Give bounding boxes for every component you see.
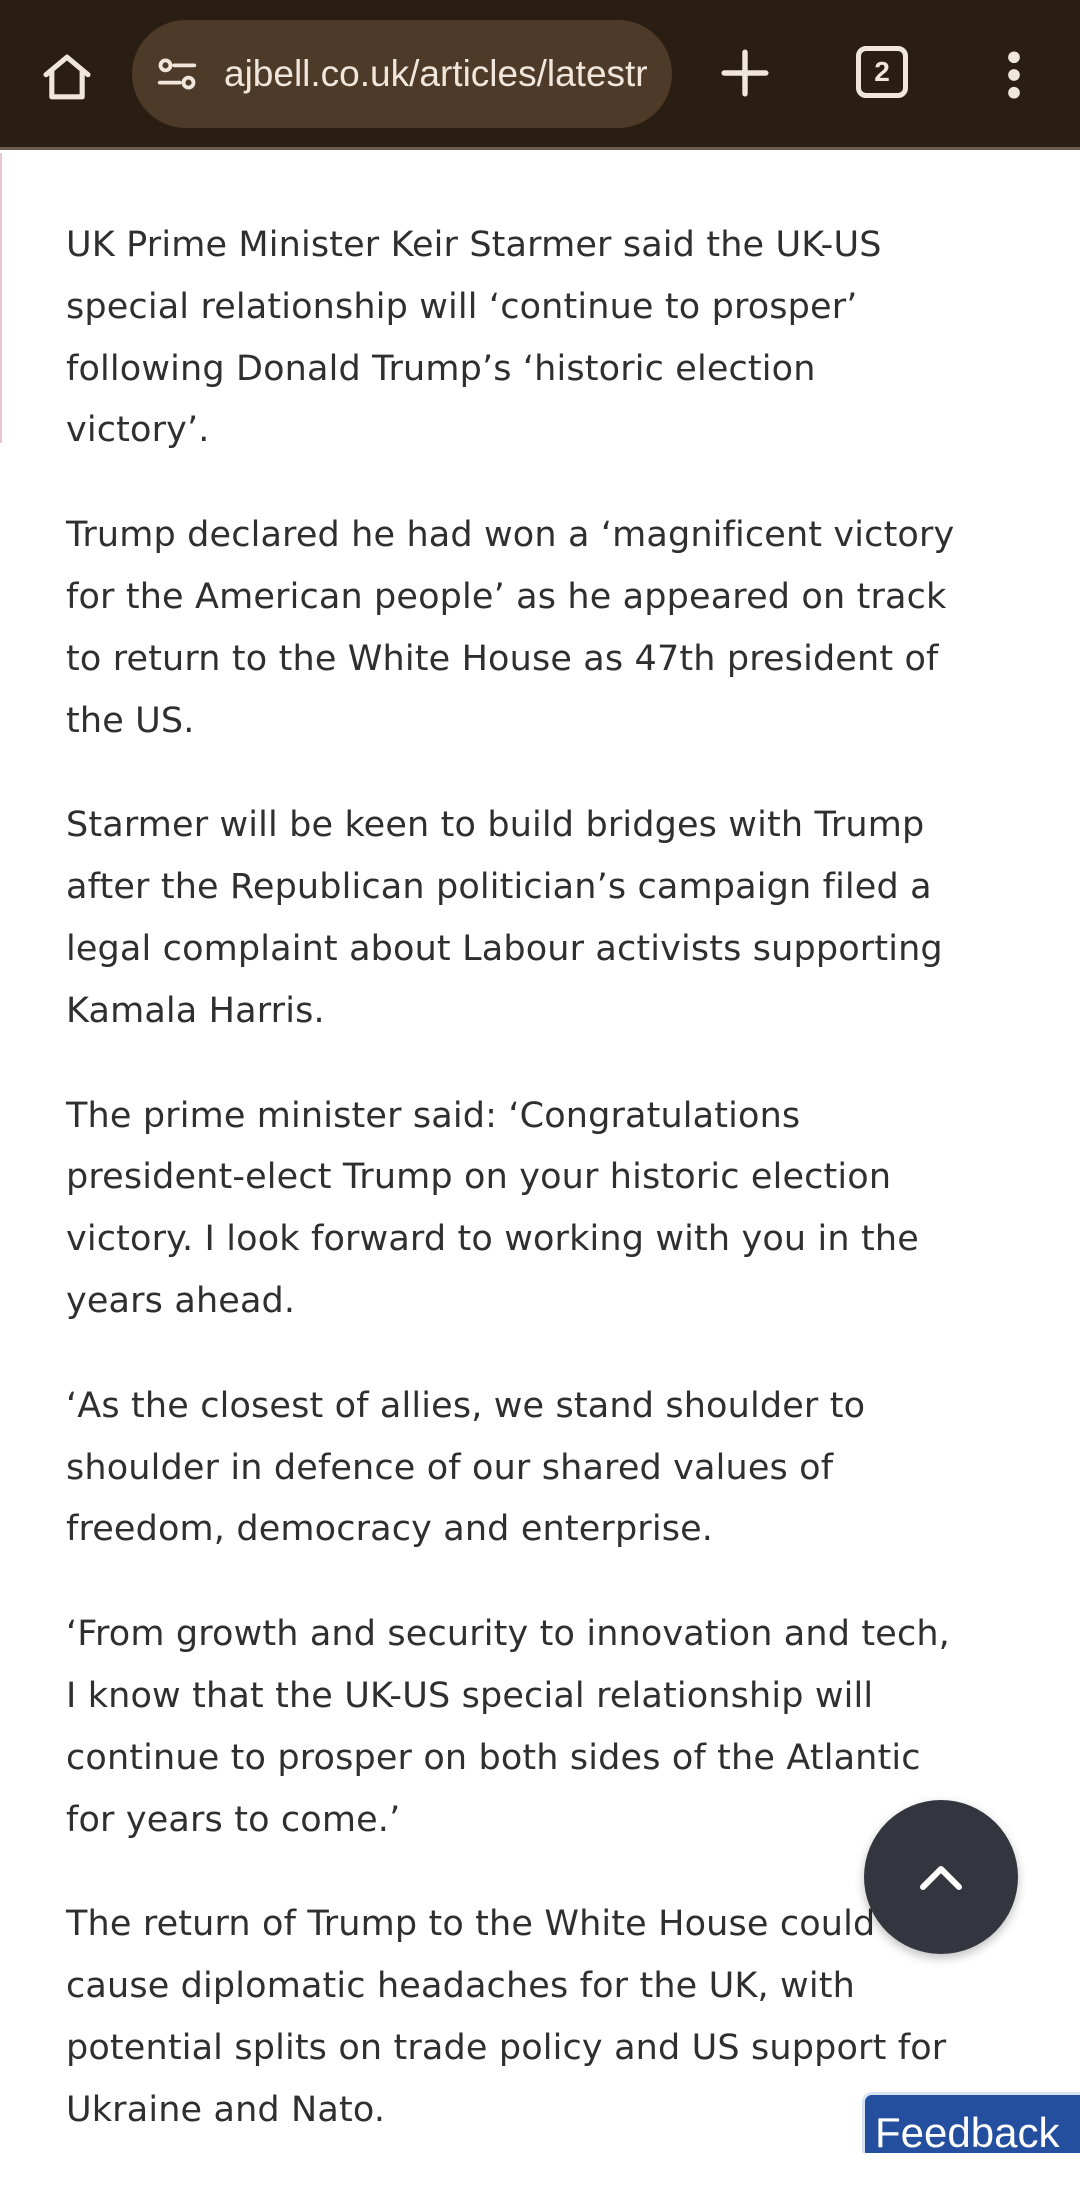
browser-menu-button[interactable]	[988, 40, 1040, 110]
tab-switcher-button[interactable]	[856, 46, 908, 98]
article-paragraph: Trump declared he had won a ‘magnificent victory for the American people’ as he appeared on track to return to the White House as 47th president of the US.	[66, 515, 955, 741]
article-paragraph: Starmer will be keen to build bridges with Trump after the Republican politician’s campaign filed a legal complaint about Labour activists supporting Kamala Harris.	[66, 805, 943, 1031]
home-icon	[39, 49, 95, 105]
tune-icon[interactable]	[154, 51, 200, 97]
page-left-edge	[0, 153, 2, 443]
article-paragraph: ‘As the closest of allies, we stand shoulder to shoulder in defence of our shared values of freedom, democracy and enterprise.	[66, 1385, 866, 1550]
feedback-button[interactable]: Feedback	[862, 2092, 1080, 2153]
tab-count: 2	[874, 56, 890, 87]
home-button[interactable]	[28, 38, 106, 116]
scroll-to-top-button[interactable]	[864, 1800, 1018, 1954]
plus-icon	[720, 48, 770, 98]
article-paragraph: The prime minister said: ‘Congratulations president-elect Trump on your historic election victory. I look forward to working with you in the years ahead.	[66, 1095, 919, 1321]
article-body	[66, 215, 966, 2185]
new-tab-button[interactable]	[712, 35, 778, 111]
url-text[interactable]: ajbell.co.uk/articles/latestr	[224, 53, 648, 94]
more-vert-icon	[1004, 50, 1024, 100]
chevron-up-icon	[919, 1863, 963, 1891]
article-paragraph: ‘From growth and security to innovation and tech, I know that the UK-US special relationship will continue to prosper on both sides of the Atlantic for years to come.’	[66, 1614, 950, 1840]
browser-toolbar	[0, 0, 1080, 150]
article-paragraph: UK Prime Minister Keir Starmer said the UK-US special relationship will ‘continue to prosper’ following Donald Trump’s ‘historic election victory’.	[66, 225, 882, 451]
address-bar[interactable]	[132, 20, 672, 128]
article-paragraph: The return of Trump to the White House could cause diplomatic headaches for the UK, with potential splits on trade policy and US support for Ukraine and Nato.	[66, 1904, 947, 2130]
